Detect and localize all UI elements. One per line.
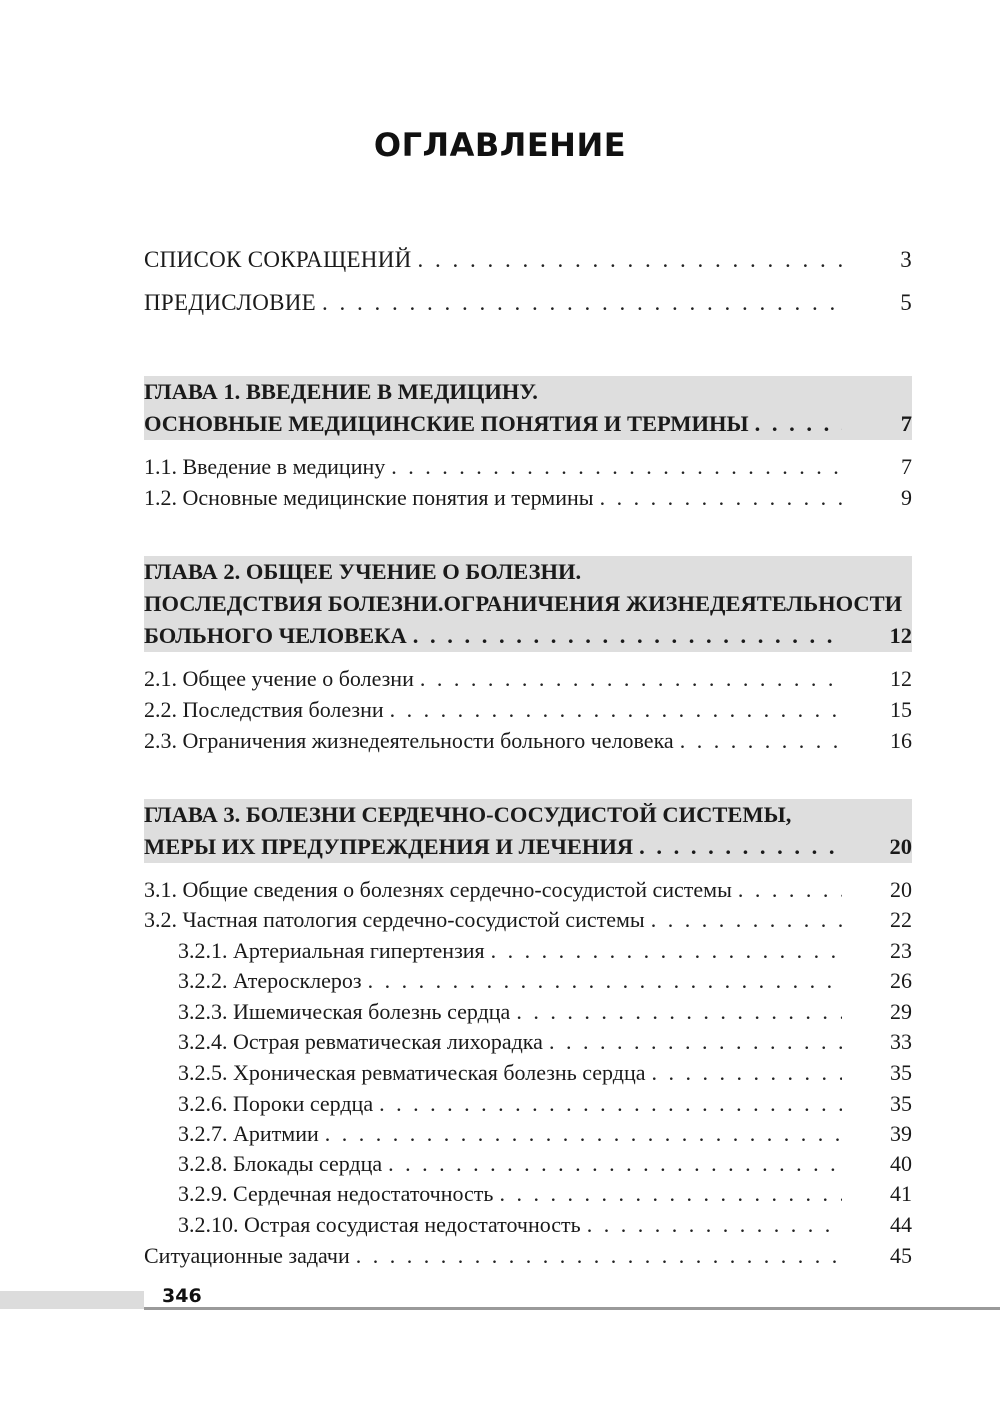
toc-entry-label: 3.2.3. Ишемическая болезнь сердца — [178, 999, 511, 1024]
leader-dots — [368, 966, 842, 996]
toc-entry-label: 3.2.4. Острая ревматическая лихорадка — [178, 1029, 543, 1054]
toc-entry-label: СПИСОК СОКРАЩЕНИЙ — [144, 247, 412, 272]
chapter-3-heading[interactable] — [144, 799, 912, 863]
leader-dots — [755, 408, 842, 440]
toc-entry-3-2-10[interactable] — [178, 1210, 912, 1240]
toc-page-number: 40 — [890, 1151, 912, 1176]
leader-dots — [420, 664, 842, 694]
leader-dots — [499, 1179, 842, 1209]
toc-page-number: 41 — [890, 1181, 912, 1206]
toc-entry-3-2-4[interactable] — [178, 1027, 912, 1057]
toc-entry-label: 3.2.10. Острая сосудистая недостаточность — [178, 1212, 581, 1237]
toc-entry-label: 1.1. Введение в медицину — [144, 454, 386, 479]
leader-dots — [322, 288, 842, 318]
toc-page-number: 15 — [890, 697, 912, 722]
toc-page-number: 35 — [890, 1060, 912, 1085]
toc-entry-2-1[interactable] — [144, 664, 912, 694]
toc-entry-label: 3.2.7. Аритмии — [178, 1121, 319, 1146]
toc-entry-3-2-7[interactable] — [178, 1119, 912, 1149]
chapter-title-line: ПОСЛЕДСТВИЯ БОЛЕЗНИ.ОГРАНИЧЕНИЯ ЖИЗНЕДЕЯТЕЛЬНОСТИ — [144, 591, 903, 616]
leader-dots — [379, 1089, 842, 1119]
chapter-title-line: БОЛЬНОГО ЧЕЛОВЕКА — [144, 623, 407, 648]
leader-dots — [639, 831, 842, 863]
page-title: ОГЛАВЛЕНИЕ — [373, 126, 627, 164]
footer-rule — [144, 1307, 1000, 1310]
toc-page-number: 44 — [890, 1212, 912, 1237]
leader-dots — [587, 1210, 842, 1240]
toc-entry-label: 3.1. Общие сведения о болезнях сердечно-сосудистой системы — [144, 877, 732, 902]
toc-entry-label: 3.2. Частная патология сердечно-сосудистой системы — [144, 907, 645, 932]
leader-dots — [600, 483, 842, 513]
toc-entry-label: 2.3. Ограничения жизнедеятельности больного человека — [144, 728, 674, 753]
toc-entry-3-2-5[interactable] — [178, 1058, 912, 1088]
toc-entry-3-2-1[interactable] — [178, 936, 912, 966]
toc-entry-3-2-8[interactable] — [178, 1149, 912, 1179]
leader-dots — [651, 905, 842, 935]
toc-entry-label: 2.1. Общее учение о болезни — [144, 666, 414, 691]
toc-entry-1-1[interactable] — [144, 452, 912, 482]
toc-entry-3-2-3[interactable] — [178, 997, 912, 1027]
toc-page-number: 7 — [901, 454, 912, 479]
toc-entry-label: 3.2.6. Пороки сердца — [178, 1091, 374, 1116]
toc-page-number: 45 — [890, 1243, 912, 1268]
toc-page-number: 39 — [890, 1121, 912, 1146]
toc-page-number: 22 — [890, 907, 912, 932]
leader-dots — [738, 875, 842, 905]
toc-page-number: 9 — [901, 485, 912, 510]
toc-entry-label: Ситуационные задачи — [144, 1243, 350, 1268]
toc-entry-label: ПРЕДИСЛОВИЕ — [144, 290, 317, 315]
toc-page-number: 12 — [890, 666, 912, 691]
chapter-page-number: 7 — [900, 411, 912, 436]
toc-entry-3-2-6[interactable] — [178, 1089, 912, 1119]
chapter-1-heading[interactable] — [144, 376, 912, 440]
chapter-title-line: ГЛАВА 3. БОЛЕЗНИ СЕРДЕЧНО-СОСУДИСТОЙ СИСТЕМЫ, — [144, 802, 792, 827]
toc-page-number: 26 — [890, 968, 912, 993]
chapter-page-number: 12 — [889, 623, 912, 648]
leader-dots — [390, 695, 842, 725]
toc-entry-label: 3.2.2. Атеросклероз — [178, 968, 362, 993]
toc-entry-1-2[interactable] — [144, 483, 912, 513]
toc-entry-label: 3.2.1. Артериальная гипертензия — [178, 938, 485, 963]
toc-page-number: 5 — [900, 290, 912, 315]
leader-dots — [516, 997, 842, 1027]
toc-entry-situational-tasks[interactable] — [144, 1241, 912, 1271]
toc-page-number: 16 — [890, 728, 912, 753]
leader-dots — [413, 620, 842, 652]
chapter-page-number: 20 — [889, 834, 912, 859]
leader-dots — [680, 726, 842, 756]
toc-entry-2-3[interactable] — [144, 726, 912, 756]
toc-page-number: 20 — [890, 877, 912, 902]
toc-entry-label: 3.2.9. Сердечная недостаточность — [178, 1181, 494, 1206]
toc-page-number: 29 — [890, 999, 912, 1024]
chapter-title-line: ОСНОВНЫЕ МЕДИЦИНСКИЕ ПОНЯТИЯ И ТЕРМИНЫ — [144, 411, 749, 436]
chapter-2-heading[interactable] — [144, 556, 912, 652]
chapter-title-line: ГЛАВА 1. ВВЕДЕНИЕ В МЕДИЦИНУ. — [144, 379, 538, 404]
toc-page-number: 3 — [900, 247, 912, 272]
leader-dots — [391, 452, 842, 482]
footer-gray-bar — [0, 1291, 144, 1309]
toc-entry-3-1[interactable] — [144, 875, 912, 905]
leader-dots — [356, 1241, 842, 1271]
leader-dots — [418, 245, 842, 275]
toc-entry-label: 3.2.5. Хроническая ревматическая болезнь сердца — [178, 1060, 646, 1085]
toc-entry-label: 3.2.8. Блокады сердца — [178, 1151, 383, 1176]
toc-entry-3-2-2[interactable] — [178, 966, 912, 996]
leader-dots — [325, 1119, 842, 1149]
toc-entry-3-2-9[interactable] — [178, 1179, 912, 1209]
toc-page-number: 33 — [890, 1029, 912, 1054]
toc-page-number: 23 — [890, 938, 912, 963]
toc-entry-abbreviations[interactable] — [144, 245, 912, 275]
toc-entry-label: 2.2. Последствия болезни — [144, 697, 384, 722]
toc-entry-preface[interactable] — [144, 288, 912, 318]
leader-dots — [651, 1058, 842, 1088]
chapter-title-line: ГЛАВА 2. ОБЩЕЕ УЧЕНИЕ О БОЛЕЗНИ. — [144, 559, 582, 584]
chapter-title-line: МЕРЫ ИХ ПРЕДУПРЕЖДЕНИЯ И ЛЕЧЕНИЯ — [144, 834, 634, 859]
toc-page-number: 35 — [890, 1091, 912, 1116]
toc-entry-2-2[interactable] — [144, 695, 912, 725]
page-number: 346 — [162, 1285, 202, 1307]
leader-dots — [388, 1149, 842, 1179]
toc-entry-3-2[interactable] — [144, 905, 912, 935]
toc-entry-label: 1.2. Основные медицинские понятия и термины — [144, 485, 594, 510]
leader-dots — [491, 936, 842, 966]
leader-dots — [549, 1027, 842, 1057]
